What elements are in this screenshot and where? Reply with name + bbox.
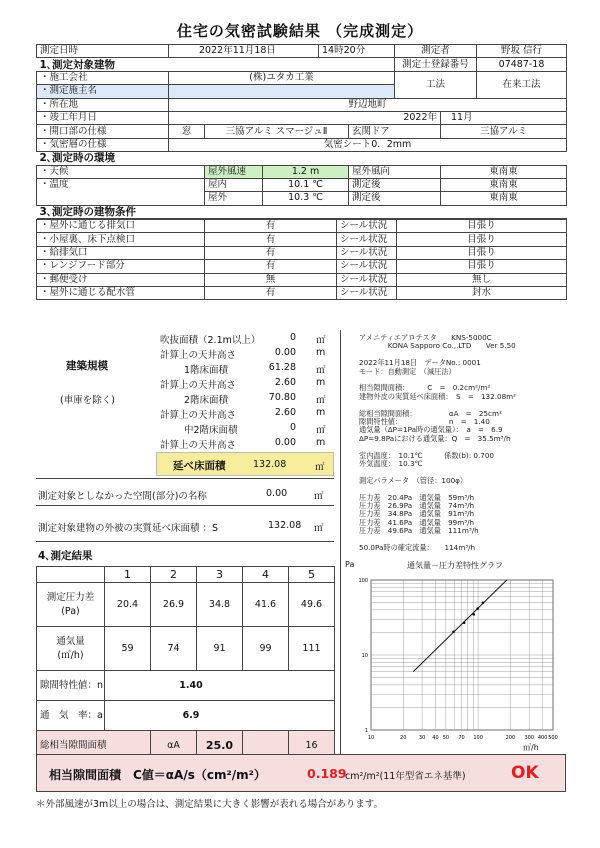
graph-point	[482, 602, 485, 605]
building-row-value: 2.60	[274, 377, 296, 388]
printout-line: 測定パラメータ （管径：100φ）	[359, 475, 468, 485]
opening-label: ・開口部の仕様	[37, 125, 169, 138]
total-area-unit: ㎡	[315, 462, 325, 473]
tester-value: 野坂 信行	[477, 45, 567, 58]
indoor-value: 10.1 ℃	[263, 178, 349, 191]
seal-label: シール状況	[337, 220, 397, 233]
q-value: 59	[105, 627, 151, 671]
building-row-label: 計算上の天井高さ	[160, 410, 237, 421]
condition-row	[37, 260, 567, 273]
judgement: OK	[511, 763, 539, 783]
condition-label: ・屋外に通じる配水管	[37, 287, 205, 300]
graph-fit-line	[413, 580, 506, 672]
graph-y-label: Pa	[345, 560, 355, 569]
graph-x-tick: 30	[418, 735, 426, 741]
q-unit: (㎥/h)	[57, 649, 84, 661]
weather-label: ・天候	[37, 165, 205, 178]
condition-value: 無	[205, 273, 337, 286]
condition-value: 有	[205, 287, 337, 300]
section-1-title: 1､測定対象建物	[37, 58, 395, 71]
a-value: 6.9	[105, 701, 335, 731]
alpha-label: 総相当隙間面積	[37, 731, 151, 761]
graph-point	[476, 607, 479, 610]
q-label: 通気量	[56, 635, 85, 647]
alpha-symbol: αA	[151, 731, 197, 761]
printout-line: 通気量（ΔP=1Pa時の通気量）： a = 6.9	[359, 425, 503, 435]
company-value: (株)ユタカ工業	[169, 71, 395, 84]
printout-line: 50.0Pa時の確定流量： 114m³/h	[359, 543, 476, 552]
n-value: 1.40	[105, 671, 335, 701]
printout-line: 相当隙間面積： C = 0.2cm²/m²	[359, 383, 491, 393]
c-value-label: 相当隙間面積 C値＝αA/s（cm²/m²）	[49, 768, 266, 782]
seal-label: シール状況	[337, 273, 397, 286]
building-row	[156, 360, 334, 375]
printout-line: 圧力差 20.4Pa 通気量 59m³/h	[359, 492, 475, 502]
wind-label: 屋外風速	[205, 165, 263, 178]
building-row-label: 吹抜面積（2.1m以上）	[160, 335, 261, 346]
tester-label: 測定者	[395, 45, 477, 58]
owner-value	[169, 85, 395, 98]
tester-printout	[340, 330, 566, 754]
condition-row	[37, 233, 567, 246]
graph-x-tick: 40	[432, 735, 439, 741]
building-row	[156, 345, 334, 360]
airtight-label: ・気密層の仕様	[37, 138, 169, 151]
graph-x-tick: 20	[400, 735, 407, 741]
completion-month: 11月	[441, 111, 567, 124]
footnote: ＊外部風速が3m以上の場合は、測定結果に大きく影響が表れる場合があります。	[36, 799, 384, 810]
graph-point	[452, 630, 455, 633]
q-value: 111	[289, 627, 335, 671]
printout-line: 圧力差 41.6Pa 通気量 99m³/h	[359, 517, 475, 527]
n-label: 隙間特性値：n	[37, 671, 105, 701]
seal-label: シール状況	[337, 246, 397, 259]
seal-label: シール状況	[337, 260, 397, 273]
excluded-value: 0.00	[266, 488, 288, 499]
date-value: 2022年11月18日	[169, 45, 319, 58]
printout-line: 隙間特性値： n = 1.40	[359, 417, 490, 426]
building-title: 建築規模	[66, 360, 108, 372]
printout-line: 圧力差 26.9Pa 通気量 74m³/h	[359, 501, 475, 510]
result-col-header: 4	[243, 567, 289, 583]
after-value-1: 東南東	[441, 178, 567, 191]
printout-line: ΔP=9.8Paにおける通気量：Q = 35.5m³/h	[359, 433, 511, 443]
graph-y-tick: 100	[358, 578, 368, 584]
graph-x-tick: 200	[505, 735, 516, 741]
dp-value: 41.6	[243, 583, 289, 627]
alpha-extra: 16	[289, 731, 335, 761]
completion-year: 2022年	[169, 111, 441, 124]
method-label: 工法	[395, 71, 477, 98]
reg-label: 測定士登録番号	[395, 58, 477, 71]
building-row-unit: ㎡	[316, 365, 326, 376]
page-title: 住宅の気密試験結果 （完成測定）	[176, 22, 424, 40]
graph-y-tick: 1	[364, 728, 368, 734]
building-row-unit: m	[316, 377, 326, 388]
building-row-label: 計算上の天井高さ	[160, 350, 237, 361]
c-value: 0.189	[307, 766, 347, 781]
excluded-label: 測定対象としなかった空間(部分)の名称	[38, 491, 207, 502]
building-row-label: 1階床面積	[184, 365, 229, 376]
result-table	[36, 566, 335, 761]
door-label: 玄関ドア	[349, 125, 441, 138]
graph-x-tick: 300	[524, 735, 535, 741]
building-row-label: 中2階床面積	[184, 425, 238, 436]
printout-line: 圧力差 49.6Pa 通気量 111m³/h	[359, 526, 479, 536]
result-corner	[37, 567, 105, 583]
seal-label: シール状況	[337, 233, 397, 246]
time-value: 14時20分	[319, 45, 395, 58]
seal-value: 目張り	[397, 260, 567, 273]
condition-value: 有	[205, 246, 337, 259]
upper-form	[36, 44, 566, 320]
condition-label: ・レンジフード部分	[37, 260, 205, 273]
wind-value: 1.2 m	[263, 165, 349, 178]
building-row-value: 2.60	[274, 407, 296, 418]
building-row	[156, 420, 334, 435]
building-row-unit: ㎡	[316, 395, 326, 406]
total-area-value: 132.08	[253, 459, 287, 470]
dp-value: 34.8	[197, 583, 243, 627]
condition-row	[37, 220, 567, 233]
address-label: ・所在地	[37, 98, 169, 111]
building-row	[156, 375, 334, 390]
printout-line: 建物外皮の実質延べ床面積： S = 132.08m²	[359, 391, 517, 401]
excluded-row	[36, 478, 334, 506]
outdoor-value: 10.3 ℃	[263, 192, 349, 205]
a-label: 通 気 率：a	[37, 701, 105, 731]
dp-value: 49.6	[289, 583, 335, 627]
dp-label-cell	[37, 583, 105, 627]
building-row-unit: m	[316, 407, 326, 418]
graph-title: 通気量－圧力差特性グラフ	[407, 561, 503, 570]
condition-row	[37, 246, 567, 259]
graph-y-tick: 10	[361, 653, 368, 659]
result-col-header: 5	[289, 567, 335, 583]
building-row-value: 70.80	[268, 392, 296, 403]
dp-value: 26.9	[151, 583, 197, 627]
header-table	[36, 44, 567, 219]
q-value: 74	[151, 627, 197, 671]
c-value-banner	[36, 754, 566, 792]
date-label: 測定日時	[37, 45, 169, 58]
building-scale	[36, 330, 334, 478]
dp-label: 測定圧力差	[46, 591, 95, 603]
condition-value: 有	[205, 220, 337, 233]
actual-row	[36, 506, 334, 542]
printout-line: アメニティエアロテスタ KNS-5000C	[359, 333, 492, 342]
condition-label: ・郵便受け	[37, 273, 205, 286]
seal-value: 封水	[397, 287, 567, 300]
graph-point	[472, 613, 475, 616]
c-value-unit: cm²/m²(11年型省エネ基準)	[345, 771, 466, 782]
printout-line: モード：自動測定 （減圧法）	[359, 366, 456, 376]
total-area-box	[156, 452, 334, 476]
actual-value: 132.08	[268, 520, 302, 531]
owner-label: ・測定施主名	[37, 85, 169, 98]
graph-area	[341, 558, 567, 754]
building-row-value: 0.00	[274, 347, 296, 358]
graph-point	[463, 621, 466, 624]
graph-x-tick: 500	[548, 735, 558, 741]
condition-value: 有	[205, 260, 337, 273]
dp-value: 20.4	[105, 583, 151, 627]
building-row-label: 計算上の天井高さ	[160, 440, 237, 451]
building-row-unit: m	[316, 347, 326, 358]
graph-x-tick: 10	[367, 735, 375, 741]
after-value-2: 東南東	[441, 192, 567, 205]
graph-x-tick: 70	[458, 735, 465, 741]
temp-label: ・温度	[37, 178, 205, 205]
seal-value: 目張り	[397, 246, 567, 259]
building-row-value: 0	[289, 422, 296, 433]
result-col-header: 3	[197, 567, 243, 583]
result-block	[36, 566, 334, 761]
printout-line: 総相当隙間面積： αA = 25cm²	[359, 408, 502, 418]
building-row-label: 計算上の天井高さ	[160, 380, 237, 391]
condition-label: ・給排気口	[37, 246, 205, 259]
excluded-unit: ㎡	[314, 491, 324, 502]
building-row	[156, 435, 334, 450]
seal-value: 目張り	[397, 220, 567, 233]
building-row	[156, 330, 334, 345]
result-col-header: 1	[105, 567, 151, 583]
printout-line: 外気温度： 10.3℃	[359, 459, 423, 468]
building-row-label: 2階床面積	[184, 395, 229, 406]
reg-value: 07487-18	[477, 58, 567, 71]
total-area-label: 延べ床面積	[173, 460, 226, 472]
outdoor-label: 屋外	[205, 192, 263, 205]
completion-label: ・竣工年月日	[37, 111, 169, 124]
airtight-value: 気密シート0．2mm	[169, 138, 567, 151]
building-row	[156, 390, 334, 405]
indoor-label: 屋内	[205, 178, 263, 191]
door-value: 三協アルミ	[441, 125, 567, 138]
section-2-title: 2､測定時の環境	[37, 152, 567, 165]
winddir-label: 屋外風向	[349, 165, 441, 178]
building-row-unit: ㎡	[316, 335, 326, 346]
building-row-unit: ㎡	[316, 425, 326, 436]
condition-value: 有	[205, 233, 337, 246]
result-col-header: 2	[151, 567, 197, 583]
condition-table	[36, 219, 567, 300]
pressure-flow-graph	[341, 558, 567, 754]
building-note: (車庫を除く)	[60, 395, 115, 406]
winddir-value: 東南東	[441, 165, 567, 178]
section-3-title: 3､測定時の建物条件	[37, 205, 567, 218]
actual-label: 測定対象建物の外被の実質延べ床面積 ：S	[38, 523, 219, 534]
alpha-value: 25.0	[197, 731, 243, 761]
seal-label: シール状況	[337, 287, 397, 300]
seal-value: 無し	[397, 273, 567, 286]
after-label-2: 測定後	[349, 192, 441, 205]
graph-x-tick: 100	[473, 735, 483, 741]
condition-label: ・屋外に通じる排気口	[37, 220, 205, 233]
q-label-cell	[37, 627, 105, 671]
method-value: 在来工法	[477, 71, 567, 98]
graph-x-label: ㎥/h	[523, 743, 539, 752]
q-value: 99	[243, 627, 289, 671]
graph-x-tick: 50	[442, 735, 450, 741]
printout-line: 室内温度： 10.1℃ 係数(b): 0.700	[359, 450, 494, 460]
actual-unit: ㎡	[314, 523, 324, 534]
q-value: 91	[197, 627, 243, 671]
window-value: 三協アルミ スマージュⅡ	[205, 125, 349, 138]
seal-value: 目張り	[397, 233, 567, 246]
window-label: 窓	[169, 125, 205, 138]
building-row-value: 0.00	[274, 437, 296, 448]
condition-row	[37, 273, 567, 286]
graph-x-tick: 400	[537, 735, 548, 741]
printout-line: 圧力差 34.8Pa 通気量 91m³/h	[359, 509, 475, 519]
condition-label: ・小屋裏、床下点検口	[37, 233, 205, 246]
company-label: ・施工会社	[37, 71, 169, 84]
building-row-value: 0	[289, 332, 296, 343]
printout-line: 2022年11月18日 データNo.: 0001	[359, 358, 481, 368]
dp-unit: (Pa)	[61, 605, 80, 617]
address-value: 野辺地町	[169, 98, 567, 111]
building-row	[156, 405, 334, 420]
section-4-title: 4､測定結果	[38, 550, 93, 562]
building-row-value: 61.28	[268, 362, 296, 373]
building-row-unit: m	[316, 437, 326, 448]
printout-line: KONA Sapporo Co.,.LTD Ver 5.50	[359, 341, 516, 351]
after-label-1: 測定後	[349, 178, 441, 191]
condition-row	[37, 287, 567, 300]
